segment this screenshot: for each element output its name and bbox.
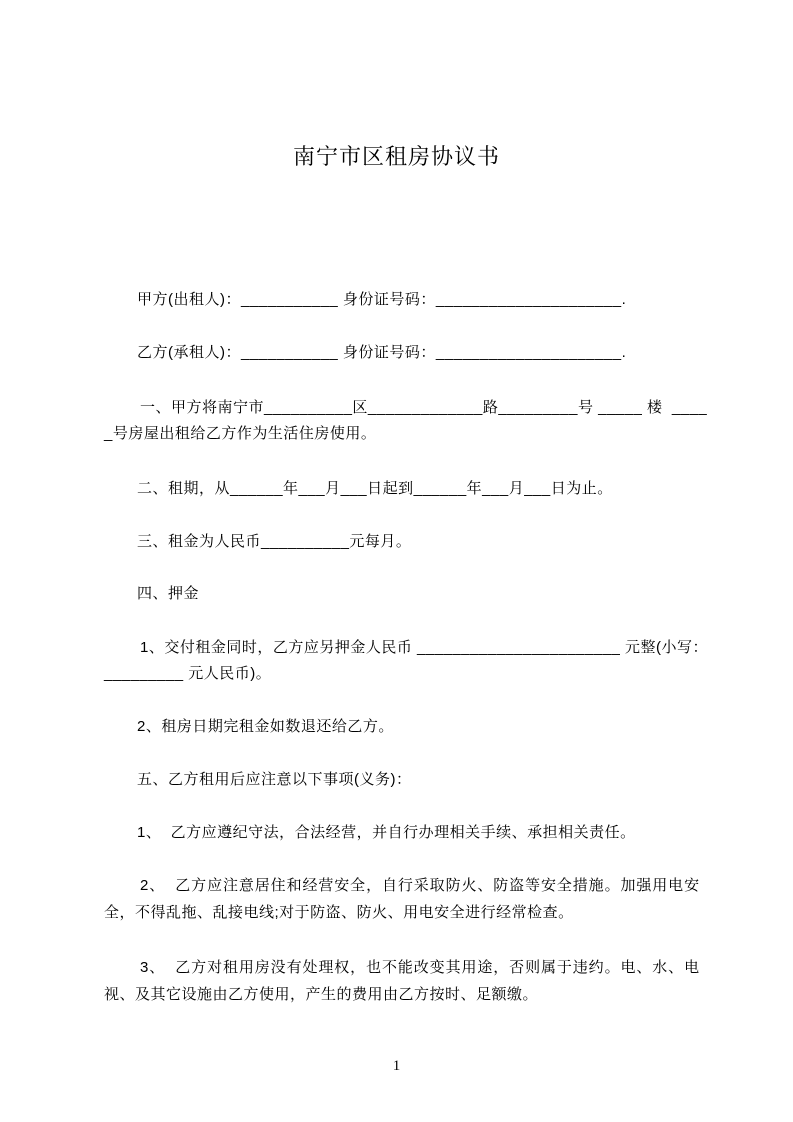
lessor-info-line: 甲方(出租人)：___________ 身份证号码：_____________________. [137,291,627,308]
obligation-item-2-line-1: 2、 乙方应注意居住和经营安全，自行采取防火、防盗等安全措施。加强用电安 [140,877,700,894]
clause-deposit-heading: 四、押金 [137,585,200,602]
deposit-item-2: 2、租房日期完租金如数退还给乙方。 [137,718,394,735]
obligation-item-1: 1、 乙方应遵纪守法，合法经营，并自行办理相关手续、承担相关责任。 [137,824,636,841]
page-number: 1 [392,1058,401,1074]
document-title: 南宁市区租房协议书 [292,144,500,169]
clause-rent: 三、租金为人民币__________元每月。 [137,533,412,550]
obligation-item-2-line-2: 全，不得乱拖、乱接电线;对于防盗、防火、用电安全进行经常检查。 [104,904,574,921]
lessee-info-line: 乙方(承租人)：___________ 身份证号码：_____________________. [137,344,627,361]
deposit-item-1-line-1: 1、交付租金同时，乙方应另押金人民币 _______________________ 元整(小写： [140,639,709,656]
deposit-item-1-line-2: _________ 元人民币)。 [104,665,272,682]
obligation-item-3-line-2: 视、及其它设施由乙方使用，产生的费用由乙方按时、足额缴。 [104,986,539,1003]
clause-premises-line-2: _号房屋出租给乙方作为生活住房使用。 [104,425,377,442]
obligation-item-3-line-1: 3、 乙方对租用房没有处理权，也不能改变其用途，否则属于违约。电、水、电 [140,959,700,976]
clause-obligations-heading: 五、乙方租用后应注意以下事项(义务)： [137,771,412,788]
clause-premises-line-1: 一、甲方将南宁市__________区_____________路_________号 _____ 楼 ____ [140,399,708,416]
clause-term: 二、租期，从______年___月___日起到______年___月___日为止。 [137,480,613,497]
